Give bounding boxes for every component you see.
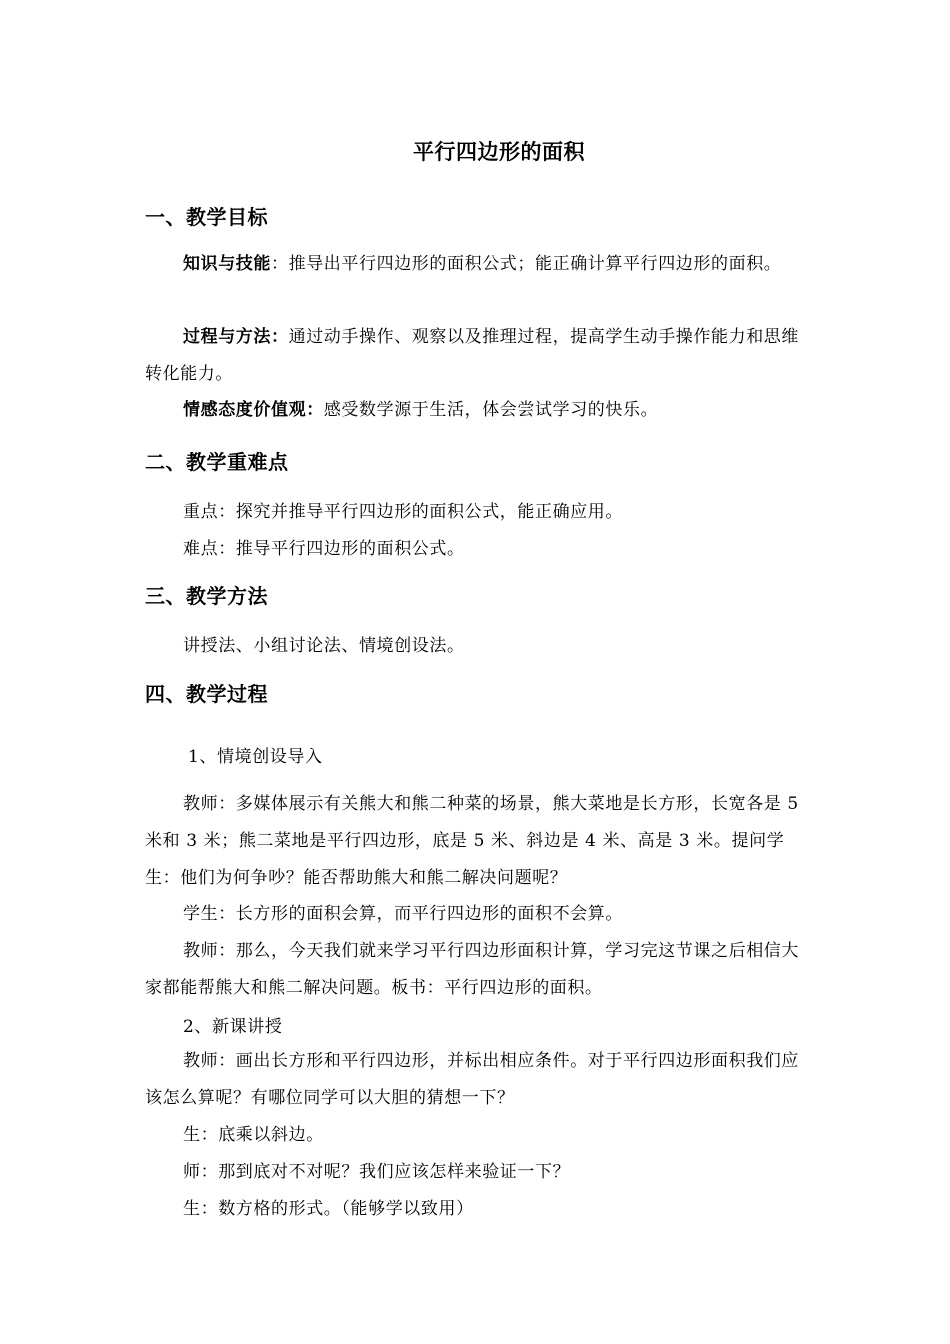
objective-emotion [145,392,807,429]
process-label: 过程与方法： [183,327,289,347]
process-text: 通过动手操作、观察以及推理过程，提高学生动手操作能力和思维转化能力。 [145,327,800,384]
step2-title: 2、新课讲授 [183,1017,283,1037]
knowledge-label: 知识与技能 [183,254,271,274]
document-title: 平行四边形的面积 [413,140,585,164]
process-paragraph-7: 生：数方格的形式。（能够学以致用） [183,1199,474,1219]
process-paragraph-4: 教师：画出长方形和平行四边形，并标出相应条件。对于平行四边形面积我们应该怎么算呢？有哪位同学可以大胆的猜想一下？ [145,1051,799,1108]
section-heading-key-points: 二、教学重难点 [145,450,289,474]
process-paragraph-5: 生：底乘以斜边。 [183,1125,324,1145]
knowledge-text: ：推导出平行四边形的面积公式；能正确计算平行四边形的面积。 [271,254,782,274]
objective-knowledge [145,246,807,283]
methods-text: 讲授法、小组讨论法、情境创设法。 [183,636,465,656]
difficulty-point: 难点：推导平行四边形的面积公式。 [183,539,465,559]
objective-process [145,319,807,393]
focus-point: 重点：探究并推导平行四边形的面积公式，能正确应用。 [183,502,623,522]
emotion-label: 情感态度价值观： [183,400,324,420]
process-paragraph-1: 教师：多媒体展示有关熊大和熊二种菜的场景，熊大菜地是长方形，长宽各是 5 米和 3 米；熊二菜地是平行四边形，底是 5 米、斜边是 4 米、高是 3 米。提问学生：他们为何争吵？能否帮助熊大和熊二解决问题呢？ [145,794,799,888]
process-paragraph-6: 师：那到底对不对呢？我们应该怎样来验证一下？ [183,1162,571,1182]
process-paragraph-2: 学生：长方形的面积会算，而平行四边形的面积不会算。 [183,904,623,924]
section-heading-methods: 三、教学方法 [145,584,268,608]
process-paragraph-3: 教师：那么，今天我们就来学习平行四边形面积计算，学习完这节课之后相信大家都能帮熊大和熊二解决问题。板书：平行四边形的面积。 [145,941,799,998]
emotion-text: 感受数学源于生活，体会尝试学习的快乐。 [323,400,659,420]
section-heading-process: 四、教学过程 [145,682,268,706]
section-heading-objectives: 一、教学目标 [145,205,268,229]
step1-title: 1、情境创设导入 [188,747,323,767]
